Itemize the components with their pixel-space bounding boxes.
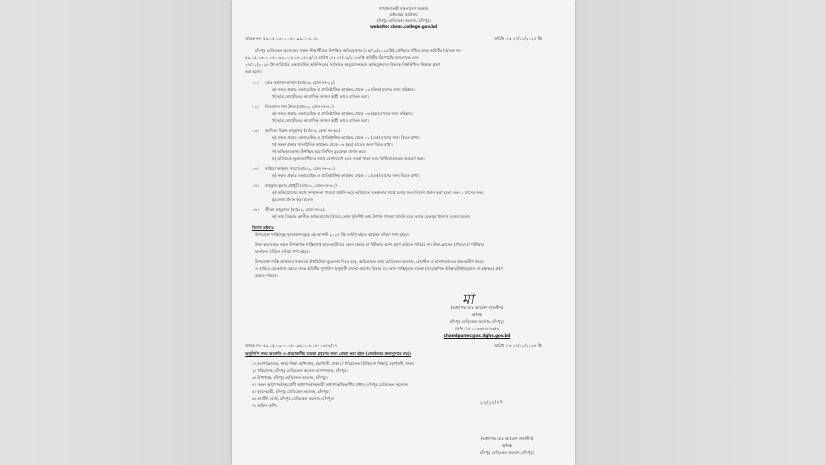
signatory-1-phone: ফোন ঃ ০১৩৩৪-৯৭৩৫৩ (454, 326, 500, 331)
item-4-name: সামিয়া আহমদ সারা (ব্যাচ-২, রোল নং-৩১) (265, 166, 335, 171)
copy-item-5: ৫। ছাত্র-ছাত্রী, চাঁদপুর মেডিকেল কলেজ, চাঁদপুর। (252, 389, 330, 394)
signatory-1-name: (অধ্যাপক ডাঃ আয়েশা নাজনীন) (450, 305, 504, 310)
copy-item-1: ১। মহাপরিচালক, স্বাস্থ্য শিক্ষা অধিদপ্তর, মহাখালী, ঢাকা। / পরিচালক (চিকিৎসা শিক্ষা), মহাখালী, ঢাকা। (252, 361, 415, 366)
notes-line-1: উপরোক্ত শাস্তিসমূহ ছাত্রাবাসসমূহে ৬ই আগস্ট ২০২৪ খ্রি তারিখ হইতে কার্যকর বলিয়া গণ্য হইবে। (255, 232, 410, 237)
item-5-point-b: মুচলেকা প্রদান করা হলো। (272, 197, 314, 202)
item-1-point-a: ক) সকল প্রকার একাডেমিক ও প্রাতিষ্ঠানিক কার্যক্রম থেকে ০৩ (তিন) মাসের জন্য বহিষ্কার। (272, 87, 415, 92)
memo-date: তারিখ ঃ ২৭/১১/২০২৪ খ্রি (494, 36, 542, 41)
item-1-number: ০১। (252, 80, 259, 85)
notes-line-4: উপরোক্ত শাস্তি প্রাপ্তদের সকলকে উপরিউক্ত মুচলেকা দিতে হবে, অভিভাবক আর মেডিকেল কলেজ, হোস্টেল ও হাসপাতালের অভ্যন্তরীণ সময়ে (255, 259, 484, 264)
signature-1: মা (461, 292, 477, 308)
copy-item-6: ৬। নোটিশ বোর্ড, চাঁদপুর মেডিকেল কলেজ, চাঁদপুর। (252, 396, 335, 401)
header-college: চাঁদপুর মেডিকেল কলেজ, চাঁদপুর। (376, 18, 431, 23)
notes-line-6: করতে পারবে। (255, 273, 278, 278)
item-4-number: ০৪। (252, 166, 259, 171)
item-5-name: মাহফুজ কুমার চৌধুরী (ব্যাচ-১, রোল নং-৪০) (265, 183, 337, 188)
signatory-2-title: অধ্যক্ষ (501, 443, 513, 448)
signatory-2-college: চাঁদপুর মেডিকেল কলেজ, চাঁদপুর। (480, 450, 534, 455)
copy-item-4: ৪। সকল অধ্যাপক/সহযোগী অধ্যাপক/সহকারী অধ্যাপক/বিভাগীয় প্রধান, চাঁদপুর মেডিকেল কলেজ। (252, 382, 409, 387)
intro-line-4: করা হলো। (245, 69, 262, 74)
item-3-point-d: ঘ) ভবিষ্যতে ভুক্তভোগীদের সাথে যোগাযোগ হতে সতর্ক থাকা এবং বিধিমোতাবেক আচরণ করা। (272, 156, 425, 161)
signatory-1-title: অধ্যক্ষ (471, 312, 483, 317)
item-2-point-b: খ) ছাত্র হোস্টেলের আবাসিক আসন স্থায়ী ভাবে বাতিল করা। (272, 118, 369, 123)
memo-number: স্মারক নং- ৫৯.১৫.১৩০০.০৫০.৯৯.০০৪.১৪. (245, 36, 319, 41)
item-3-point-a: ক) সকল প্রকার একাডেমিক ও প্রাতিষ্ঠানিক কার্যক্রম থেকে ০১ (এক) মাসের জন্য বিরত রাখা। (272, 135, 420, 140)
header-website[interactable]: website: cbmc.college.gov.bd (369, 24, 438, 29)
signatory-1-college: চাঁদপুর মেডিকেল কলেজ, চাঁদপুর। (450, 319, 504, 324)
copy-item-2: ২। পরিচালক, চাঁদপুর মেডিকেল কলেজ হাসপাতাল, চাঁদপুর। (252, 368, 348, 373)
item-2-name: নিত্যানন্দ দাস উদয় (ব্যাচ-২, রোল নং-৪০) (265, 104, 334, 109)
intro-line-2: ৫৯.১৫.১৩০০.০৫০.৯৯.০০৪.১৪.১৫১৫/১) তারিখ ঃ ২৭/০৯/২০২৪খ্রি কমিটির রিপোর্টের আলোকে এবং (245, 55, 419, 60)
signatory-1-email[interactable]: chandpurmc@ac.dghs.gov.bd (443, 333, 511, 338)
item-4-point-a: ক) সকল প্রকার একাডেমিক ও প্রাতিষ্ঠানিক কার্যক্রম থেকে ০১ (এক) মাসের জন্য বিরত রাখা। (272, 173, 420, 178)
item-3-number: ০৩। (252, 128, 259, 133)
notes-line-3: ফলাফল বাতিল বলিয়া গণ্য হইবে। (255, 249, 310, 254)
item-6-point-a: ক) তার বিরুদ্ধে আনীত অভিযোগের বিষয়ে কোন সুনির্দিষ্ট তথ্য উপাত্ত পাওয়া যায়নি বলে তাকে বেকসুর খালাস দেওয়া হলো। (272, 214, 471, 219)
item-3-name: আদিত্য বিক্রম মজুমদার (ব্যাচ-৩, রোল নং-৫৮) (265, 128, 341, 133)
header-office: অধ্যক্ষের কার্যালয় (389, 12, 418, 17)
signature-2: ২৭/১১/২৪ (479, 399, 503, 407)
intro-line-1: চাঁদপুর মেডিকেল কলেজের সকল শিক্ষার্থীদের উপস্থিত অভিযোগের (১৫/০৯/২০২৪খ্রি) প্রেক্ষিতে গঠিত তদন্ত কমিটির (স্মারক নং- (255, 48, 462, 53)
left-background (0, 0, 232, 465)
item-1-name: মোঃ ফয়সাল হাসান (ব্যাচ-৩, রোল নং-২২) (265, 80, 335, 85)
document-page (232, 0, 575, 465)
item-5-point-a: ক) অভিযোগের সাথে সম্পৃক্ততা পাওয়া যায়নি তবে ভবিষ্যতে সতর্কতার সাথে চলার জন্য নির্দেশ প্রদান করা হলো এবং ১ মাসের জন্য (272, 190, 484, 195)
copy-memo-date: তারিখ ঃ ২৭/১১/২০২৪ খ্রি (494, 343, 542, 348)
notes-heading: বিশেষ দ্রষ্টব্যঃ (252, 225, 274, 230)
right-background (575, 0, 825, 465)
copy-item-7: ৭। অফিস কপি। (252, 403, 278, 408)
copy-item-3: ৩। উপাধ্যক্ষ, চাঁদপুর মেডিকেল কলেজ, চাঁদপুর। (252, 375, 328, 380)
item-2-point-a: ক) সকল প্রকার একাডেমিক ও প্রাতিষ্ঠানিক কার্যক্রম থেকে ০৬ (ছয়) মাসের জন্য বহিষ্কার। (272, 111, 413, 116)
item-1-point-b: খ) ছাত্র হোস্টেলের আবাসিক আসন স্থায়ী ভাবে বাতিল করা। (272, 94, 369, 99)
item-3-point-c: গ) অভিভাবকসহ উপস্থিত হয়ে লিখিত মুচলেকা প্রদান করা। (272, 149, 367, 154)
item-2-number: ০২। (252, 104, 259, 109)
copy-memo-number: স্মারক নং- ৫৯.১৫.১৩০০.০৫০.৯৯.০০৪.১৪- ১৩৭৪/১৭ (245, 343, 338, 348)
intro-line-3: ২৭/১১/২০২৪ খ্রি তারিখের একাডেমিক কাউন্সিলের সর্বসম্মত অনুমোদনক্রমে অভিযুক্তদের বিরুদ্ধে নিম্নলিখিত সিদ্ধান্ত গ্রহণ (245, 62, 441, 67)
item-6-name: শ্রীতম মজুমদার (ব্যাচ-২, রোল নং-৯) (265, 207, 325, 212)
notes-line-5: ও বাহিরে যেকোনো ক্ষেত্রে তদন্ত কমিটির সুপারিশ অনুযায়ী ব্যবস্থা গ্রহণের বিষয়ে যে কোন শাস্তিমূলক ব্যবস্থা (তাত্ক্ষণিক বহিষ্কার/উইথড্রয়াল বা হস্তান্তর) গ্রহণ (255, 266, 503, 271)
copy-heading: অনুলিপি সদয় অবগতি ও প্রয়োজনীয় ব্যবস্থা গ্রহণের জন্য প্রেরণ করা হইল (জ্যেষ্ঠতার ক্রমানুসারে নয়)। (245, 351, 411, 356)
item-5-number: ০৫। (252, 183, 259, 188)
header-govt: গণপ্রজাতন্ত্রী বাংলাদেশ সরকার (378, 6, 429, 11)
item-6-number: ০৬। (252, 207, 259, 212)
signatory-2-name: (অধ্যাপক ডাঃ আয়েশা নাজনীন) (480, 436, 534, 441)
item-3-point-b: খ) সকল প্রকার সাংগঠনিক কার্যক্রম থেকে ০৬ (ছয়) মাসের জন্য বিরত রাখা। (272, 142, 393, 147)
notes-line-2: উক্ত কলেজের সকল উপস্থাপক শাস্তিপ্রাপ্ত ছাত্র-ছাত্রীদের কোন প্রকার বা পরীক্ষার অংশ গ্রহণ করিতে পারিবে না। উক্ত ক্লাসের হাজিরা বা পরীক্ষার (255, 242, 484, 247)
